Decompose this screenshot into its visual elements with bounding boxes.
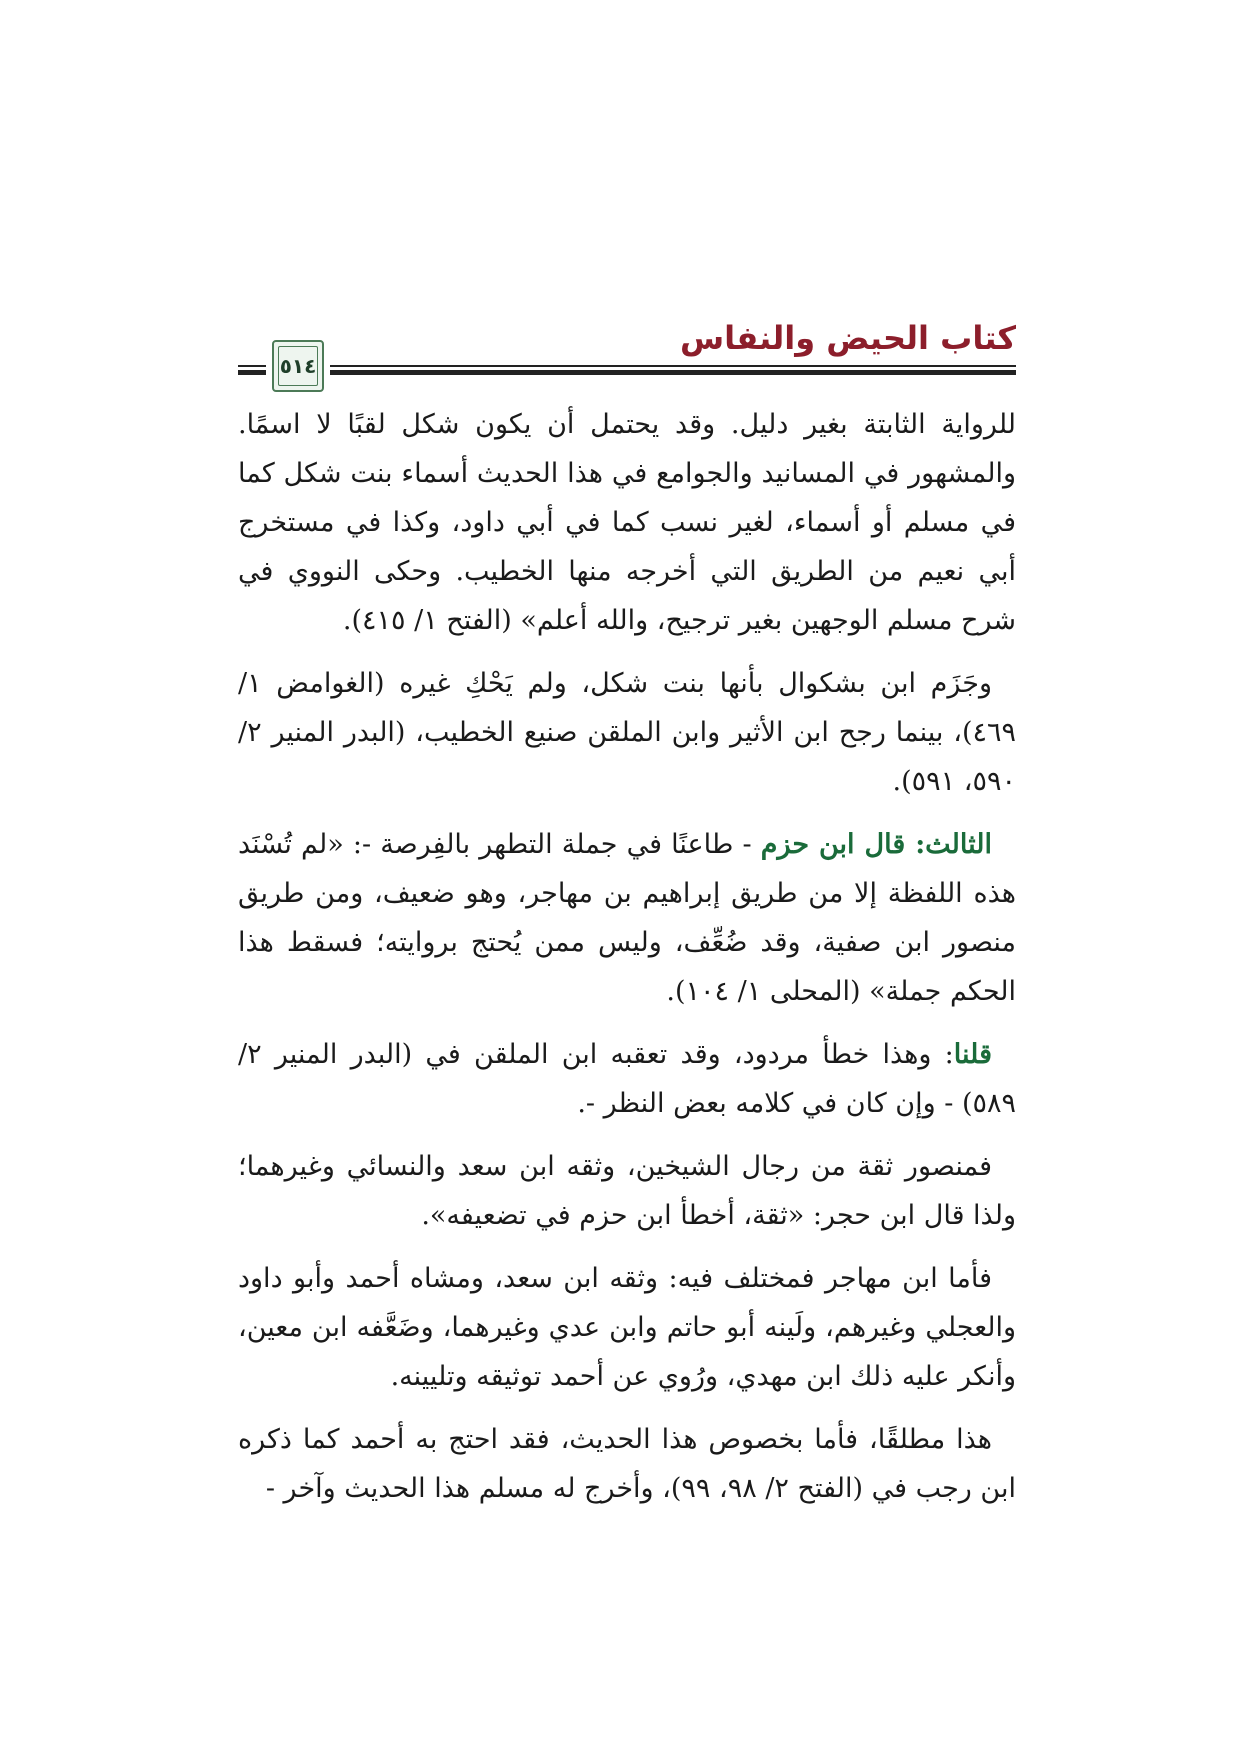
paragraph-text: للرواية الثابتة بغير دليل. وقد يحتمل أن يكون شكل لقبًا لا اسمًا. والمشهور في المسانيد والجوامع في هذا الحديث أسماء بنت شكل كما في مسلم أو أسماء، لغير نسب كما في أبي داود، وكذا في مستخرج أبي نعيم من الطريق التي أخرجه منها الخطيب. وحكى النووي في شرح مسلم الوجهين بغير ترجيح، والله أعلم» (الفتح ١/ ٤١٥).	[238, 409, 1016, 636]
paragraph-text: هذا مطلقًا، فأما بخصوص هذا الحديث، فقد احتج به أحمد كما ذكره ابن رجب في (الفتح ٢/ ٩٨، ٩٩)، وأخرج له مسلم هذا الحديث وآخر -	[238, 1424, 1016, 1504]
page-header	[238, 318, 1016, 388]
paragraph-text: وجَزَم ابن بشكوال بأنها بنت شكل، ولم يَحْكِ غيره (الغوامض ١/ ٤٦٩)، بينما رجح ابن الأثير وابن الملقن صنيع الخطيب، (البدر المنير ٢/ ٥٩٠، ٥٩١).	[238, 668, 1016, 797]
paragraph-2	[238, 659, 1016, 806]
header-rule-thin	[238, 365, 1016, 367]
page-number: ٥١٤	[279, 354, 317, 378]
page-body	[238, 400, 1016, 1527]
paragraph-text: فأما ابن مهاجر فمختلف فيه: وثقه ابن سعد، ومشاه أحمد وأبو داود والعجلي وغيرهم، ولَينه أبو حاتم وابن عدي وغيرهما، وضَعَّفه ابن معين، وأنكر عليه ذلك ابن مهدي، ورُوي عن أحمد توثيقه وتليينه.	[238, 1263, 1016, 1392]
section-label-qulna: قلنا	[953, 1039, 992, 1070]
book-title: كتاب الحيض والنفاس	[679, 319, 1016, 357]
header-rule-stub-thick	[238, 370, 260, 375]
paragraph-1	[238, 400, 1016, 645]
paragraph-5	[238, 1142, 1016, 1240]
paragraph-text: - طاعنًا في جملة التطهر بالفِرصة -: «لم تُسْنَد هذه اللفظة إلا من طريق إبراهيم بن مهاجر، وهو ضعيف، ومن طريق منصور ابن صفية، وقد ضُعِّف، وليس ممن يُحتج بروايته؛ فسقط هذا الحكم جملة» (المحلى ١/ ١٠٤).	[238, 829, 1016, 1007]
header-rule-thick	[238, 370, 1016, 375]
paragraph-3	[238, 820, 1016, 1016]
paragraph-7	[238, 1415, 1016, 1513]
paragraph-6	[238, 1254, 1016, 1401]
paragraph-4	[238, 1030, 1016, 1128]
section-label-third: الثالث: قال ابن حزم	[760, 829, 992, 860]
paragraph-text: : وهذا خطأ مردود، وقد تعقبه ابن الملقن في (البدر المنير ٢/ ٥٨٩) - وإن كان في كلامه بعض النظر -.	[238, 1039, 1016, 1119]
paragraph-text: فمنصور ثقة من رجال الشيخين، وثقه ابن سعد والنسائي وغيرهما؛ ولذا قال ابن حجر: «ثقة، أخطأ ابن حزم في تضعيفه».	[238, 1151, 1016, 1231]
page-number-badge	[272, 340, 324, 392]
header-rule-stub-thin	[238, 365, 260, 367]
